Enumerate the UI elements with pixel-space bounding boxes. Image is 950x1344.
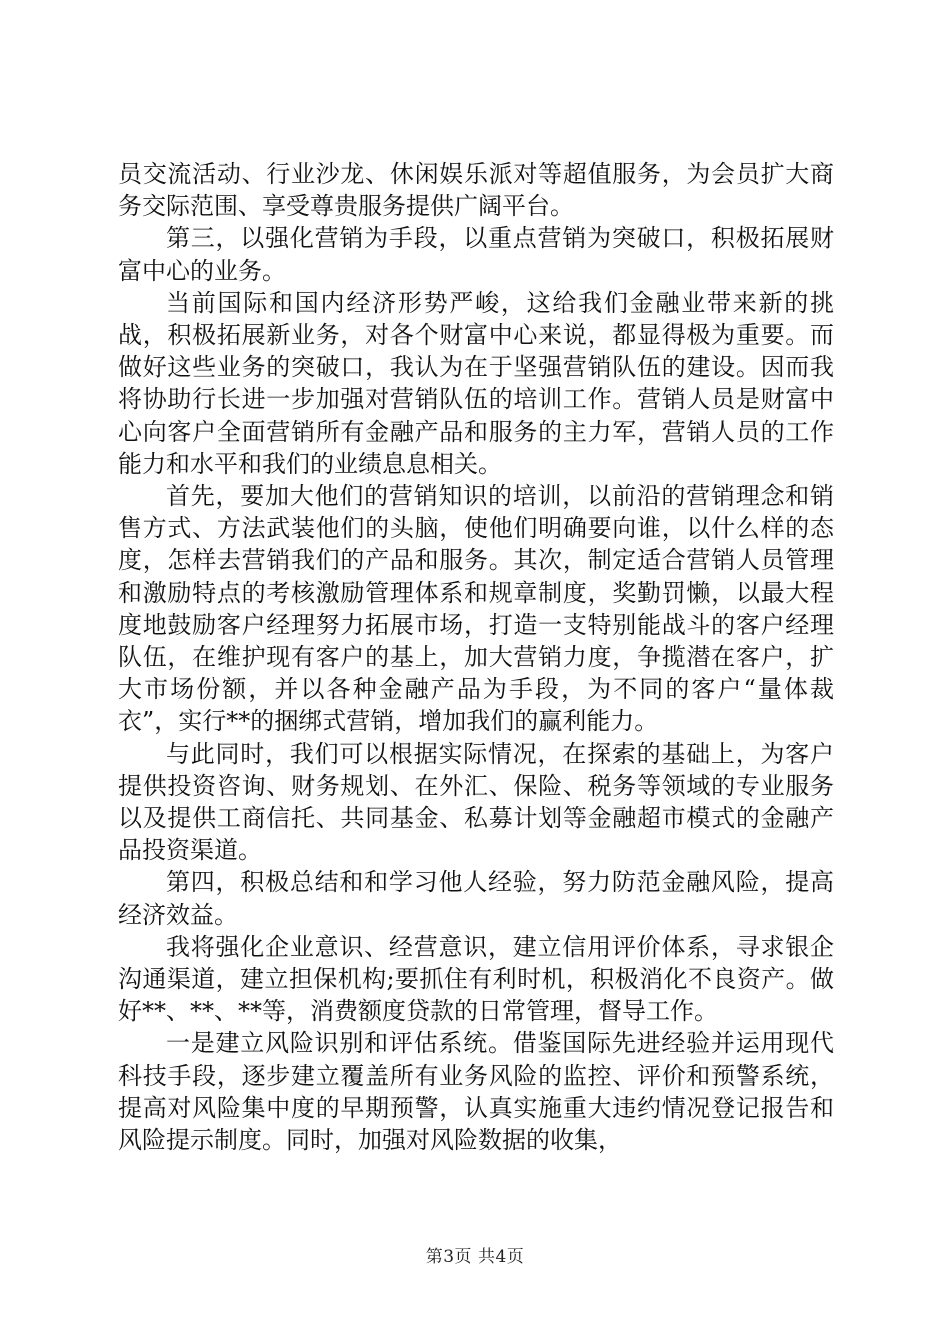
- paragraph-7: 我将强化企业意识、经营意识，建立信用评价体系，寻求银企沟通渠道，建立担保机构;要抓住有利时机，积极消化不良资产。做好**、**、**等，消费额度贷款的日常管理，督导工作。: [118, 932, 834, 1026]
- paragraph-2: 第三，以强化营销为手段，以重点营销为突破口，积极拓展财富中心的业务。: [118, 224, 834, 285]
- paragraph-5: 与此同时，我们可以根据实际情况，在探索的基础上，为客户提供投资咨询、财务规划、在外汇、保险、税务等领域的专业服务以及提供工商信托、共同基金、私募计划等金融超市模式的金融产品投资渠道。: [118, 739, 834, 865]
- paragraph-3: 当前国际和国内经济形势严峻，这给我们金融业带来新的挑战，积极拓展新业务，对各个财富中心来说，都显得极为重要。而做好这些业务的突破口，我认为在于坚强营销队伍的建设。因而我将协助行长进一步加强对营销队伍的培训工作。营销人员是财富中心向客户全面营销所有金融产品和服务的主力军，营销人员的工作能力和水平和我们的业绩息息相关。: [118, 288, 834, 478]
- page-footer: 第3页 共4页: [425, 1247, 525, 1267]
- paragraph-6: 第四，积极总结和和学习他人经验，努力防范金融风险，提高经济效益。: [118, 868, 834, 929]
- paragraph-8: 一是建立风险识别和评估系统。借鉴国际先进经验并运用现代科技手段，逐步建立覆盖所有业务风险的监控、评价和预警系统，提高对风险集中度的早期预警，认真实施重大违约情况登记报告和风险提示制度。同时，加强对风险数据的收集，: [118, 1029, 834, 1155]
- paragraph-4: 首先，要加大他们的营销知识的培训，以前沿的营销理念和销售方式、方法武装他们的头脑，使他们明确要向谁，以什么样的态度，怎样去营销我们的产品和服务。其次，制定适合营销人员管理和激励特点的考核激励管理体系和规章制度，奖勤罚懒，以最大程度地鼓励客户经理努力拓展市场，打造一支特别能战斗的客户经理队伍，在维护现有客户的基上，加大营销力度，争揽潜在客户，扩大市场份额，并以各种金融产品为手段，为不同的客户“量体裁衣”，实行**的捆绑式营销，增加我们的赢利能力。: [118, 482, 834, 736]
- paragraph-1: 员交流活动、行业沙龙、休闲娱乐派对等超值服务，为会员扩大商务交际范围、享受尊贵服务提供广阔平台。: [118, 160, 834, 221]
- document-body: [118, 158, 834, 1156]
